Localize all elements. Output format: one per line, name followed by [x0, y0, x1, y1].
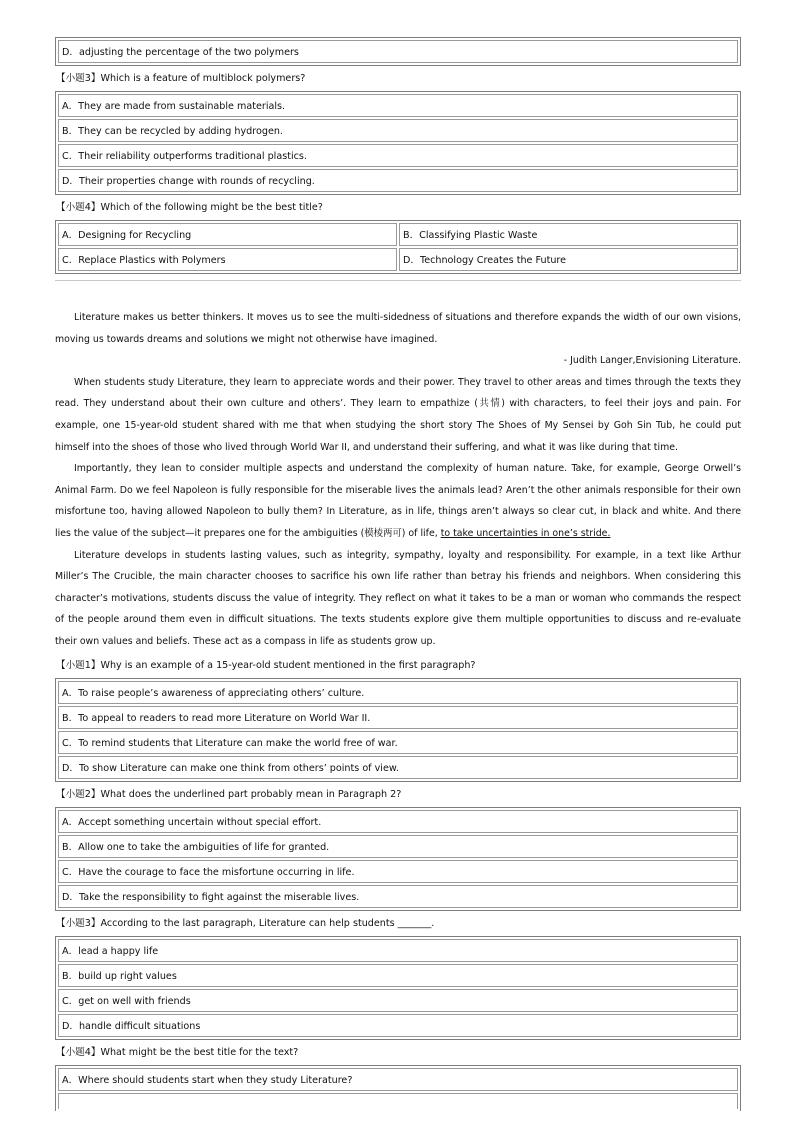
p2-q1-option-c[interactable]: C．To remind students that Literature can make the world free of war.: [58, 731, 738, 754]
p2-q2-option-d[interactable]: D．Take the responsibility to fight against the miserable lives.: [58, 885, 738, 908]
p1-q4-option-c[interactable]: C．Replace Plastics with Polymers: [58, 248, 397, 271]
passage-paragraph-1: Literature makes us better thinkers. It moves us to see the multi-sidedness of situations and therefore expands the width of our own visions, moving us towards dreams and solutions we might not otherwise have imagined.: [55, 312, 741, 345]
p2-q3-option-b[interactable]: B．build up right values: [58, 964, 738, 987]
p2-q1-question: 【小题1】Why is an example of a 15-year-old student mentioned in the first paragraph?: [56, 659, 476, 671]
p2-q3-question: 【小题3】According to the last paragraph, Literature can help students _______.: [56, 917, 435, 929]
passage-attribution: - Judith Langer,Envisioning Literature.: [563, 355, 741, 367]
p2-q1-option-d[interactable]: D．To show Literature can make one think from others’ points of view.: [58, 756, 738, 779]
p2-q3-option-d[interactable]: D．handle difficult situations: [58, 1014, 738, 1037]
p1-q4-option-a[interactable]: A．Designing for Recycling: [58, 223, 397, 246]
p2-q2-option-b[interactable]: B．Allow one to take the ambiguities of life for granted.: [58, 835, 738, 858]
p2-q4-options-table: [55, 1065, 741, 1111]
p2-q1-options-table: [55, 678, 741, 782]
p2-q1-option-b[interactable]: B．To appeal to readers to read more Literature on World War II.: [58, 706, 738, 729]
p2-q2-options-table: [55, 807, 741, 911]
p1-q4-question: 【小题4】Which of the following might be the best title?: [56, 202, 323, 213]
p1-q3-options-table: [55, 91, 741, 195]
p1-q3-option-b[interactable]: B．They can be recycled by adding hydrogen.: [58, 119, 738, 142]
p2-q2-option-a[interactable]: A．Accept something uncertain without special effort.: [58, 810, 738, 833]
p2-q1-option-a[interactable]: A．To raise people’s awareness of appreciating others’ culture.: [58, 681, 738, 704]
p2-q3-option-a[interactable]: A．lead a happy life: [58, 939, 738, 962]
p1-q3-question: 【小题3】Which is a feature of multiblock polymers?: [56, 73, 306, 84]
p2-q4-option-cut: [58, 1093, 738, 1109]
p1-q4-option-d[interactable]: D．Technology Creates the Future: [399, 248, 738, 271]
p1-q3-option-c[interactable]: C．Their reliability outperforms traditional plastics.: [58, 144, 738, 167]
underlined-phrase: to take uncertainties in one’s stride.: [440, 527, 611, 539]
p1-q4-option-b[interactable]: B．Classifying Plastic Waste: [399, 223, 738, 246]
p2-q2-option-c[interactable]: C．Have the courage to face the misfortune occurring in life.: [58, 860, 738, 883]
p2-q2-question: 【小题2】What does the underlined part probably mean in Paragraph 2?: [56, 788, 402, 800]
p2-q4-question: 【小题4】What might be the best title for the text?: [56, 1046, 299, 1058]
passage-paragraph-2: When students study Literature, they learn to appreciate words and their power. They travel to other areas and times through the texts they read. They understand about their own culture and others’. They learn to empathize (共情) with characters, to feel their joys and pain. For example, one 15-year-old student shared with me that when studying the short story The Shoes of My Sensei by Goh Sin Tub, he could put himself into the shoes of those who lived through World War II, and understand their suffering, and what it was like during that time.: [55, 376, 741, 453]
p1-q2-option-d[interactable]: D．adjusting the percentage of the two polymers: [58, 40, 738, 63]
p2-q4-option-a[interactable]: A．Where should students start when they study Literature?: [58, 1068, 738, 1091]
p2-q3-option-c[interactable]: C．get on well with friends: [58, 989, 738, 1012]
p1-q3-option-d[interactable]: D．Their properties change with rounds of recycling.: [58, 169, 738, 192]
p2-q3-options-table: [55, 936, 741, 1040]
passage-paragraph-3-text: Importantly, they lean to consider multiple aspects and understand the complexity of human nature. Take, for example, George Orwell’s Animal Farm. Do we feel Napoleon is fully responsible for the miserable lives the animals lead? Aren’t the other animals responsible for their own misfortune too, having allowed Napoleon to bully them? In Literature, as in life, things aren’t always so clear cut, in black and white. And there lies the value of the subject—it prepares one for the ambiguities (模棱两可) of life,: [55, 463, 741, 539]
p1-q2-options-table: [55, 37, 741, 66]
passage-paragraph-4: Literature develops in students lasting values, such as integrity, sympathy, loyalty and responsibility. For example, in a text like Arthur Miller’s The Crucible, the main character chooses to sacrifice his own life rather than betray his friends and neighbors. When considering this character’s motivations, students discuss the value of integrity. They reflect on what it takes to be a man or woman who commands the respect of the people around them even in difficult situations. The texts students explore give them multiple opportunities to discuss and re-evaluate their own values and beliefs. These act as a compass in life as students grow up.: [55, 549, 741, 647]
exam-page: [55, 37, 741, 1111]
p1-q4-options-table: [55, 220, 741, 274]
p1-q3-option-a[interactable]: A．They are made from sustainable materials.: [58, 94, 738, 117]
passage-paragraph-3: [55, 458, 741, 544]
